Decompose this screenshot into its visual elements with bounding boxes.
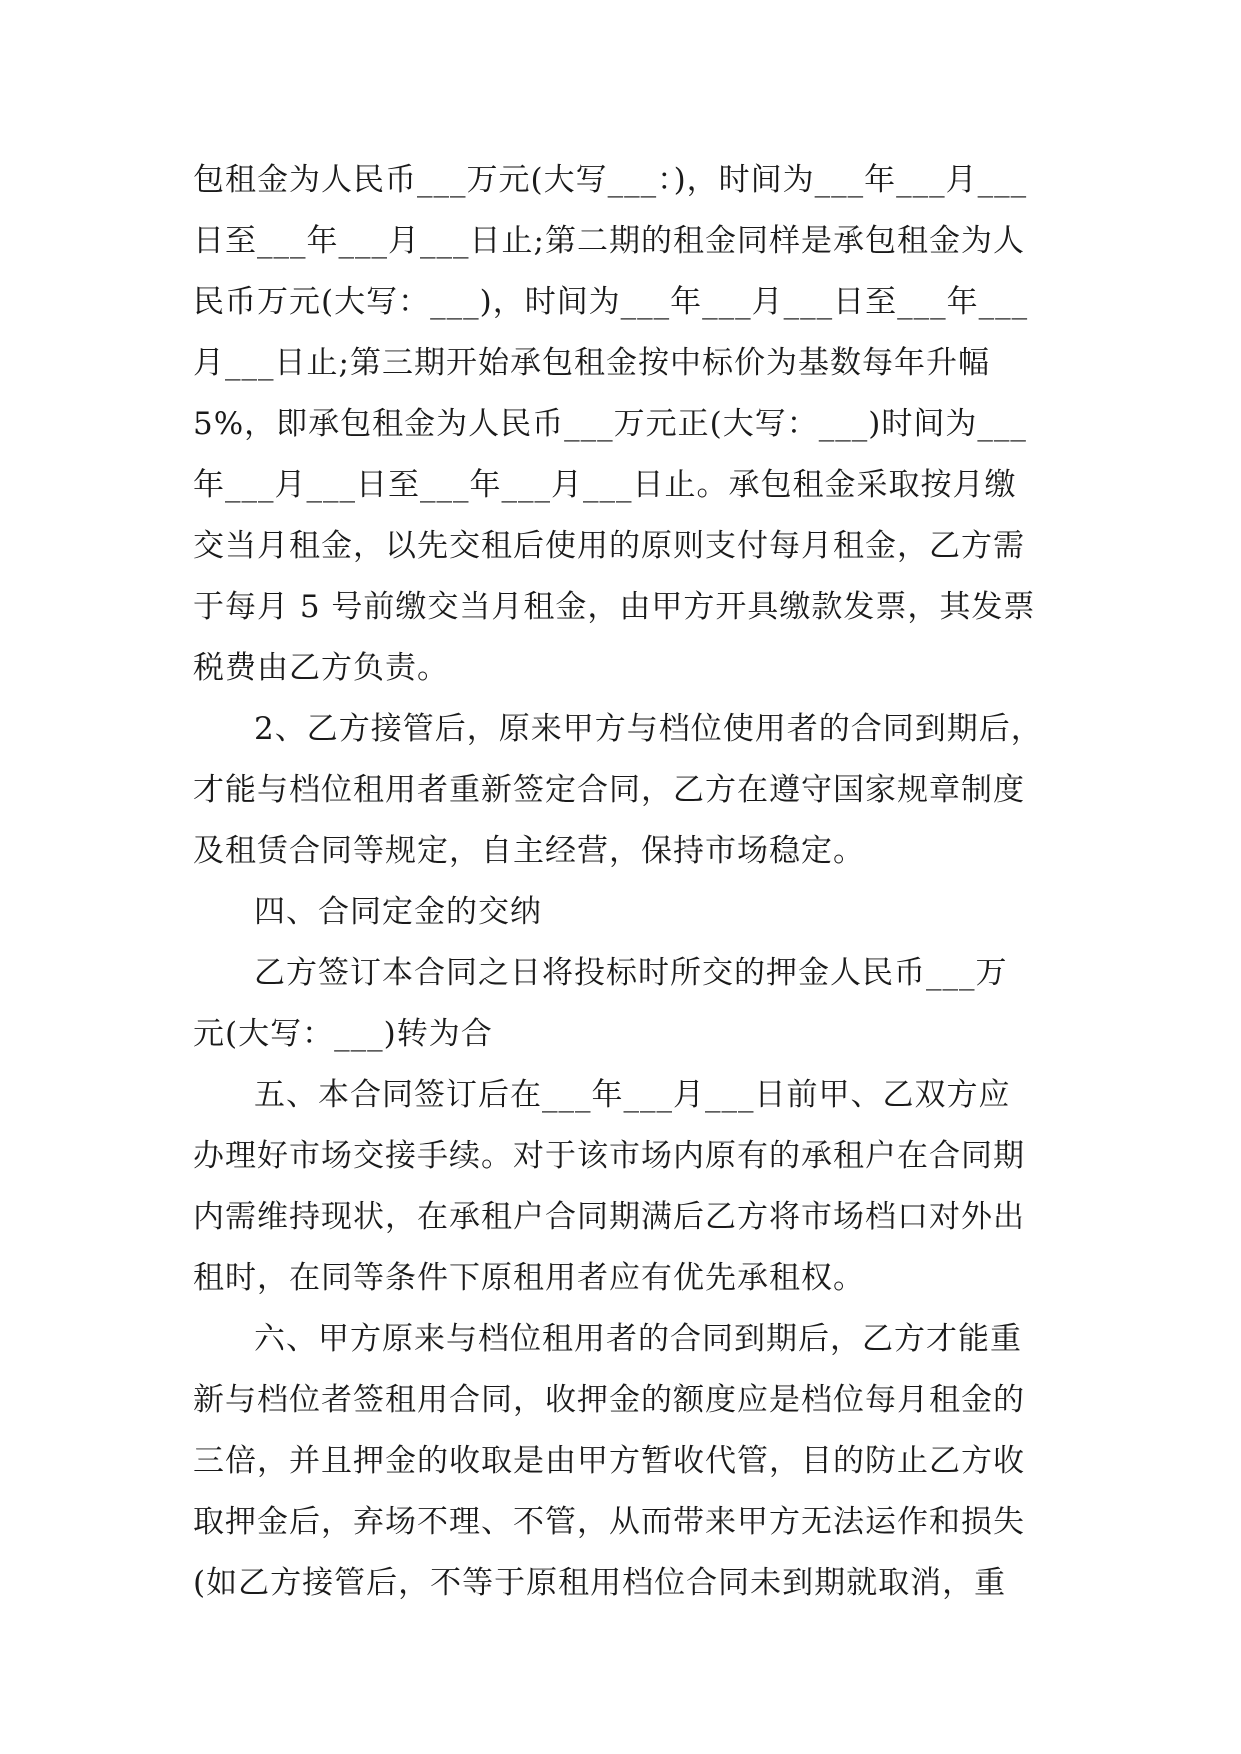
text-line: 日至___年___月___日止;第二期的租金同样是承包租金为人: [193, 223, 1025, 259]
text-line: 于每月 5 号前缴交当月租金，由甲方开具缴款发票，其发票: [193, 589, 1036, 625]
section-heading: 四、合同定金的交纳: [254, 894, 542, 930]
text-line: 民币万元(大写：___)，时间为___年___月___日至___年___: [193, 284, 1029, 320]
text-line: (如乙方接管后，不等于原租用档位合同未到期就取消，重: [193, 1565, 1007, 1601]
paragraph-start-line: 五、本合同签订后在___年___月___日前甲、乙双方应: [254, 1077, 1011, 1113]
paragraph-start-line: 2、乙方接管后，原来甲方与档位使用者的合同到期后，: [254, 711, 1043, 747]
text-line: 元(大写：___)转为合: [193, 1016, 493, 1052]
text-line: 新与档位者签租用合同，收押金的额度应是档位每月租金的: [193, 1382, 1025, 1418]
text-line: 年___月___日至___年___月___日止。承包租金采取按月缴: [193, 467, 1017, 503]
text-line: 取押金后，弃场不理、不管，从而带来甲方无法运作和损失: [193, 1504, 1025, 1540]
document-body: [193, 150, 1053, 1614]
text-line: 才能与档位租用者重新签定合同，乙方在遵守国家规章制度: [193, 772, 1025, 808]
text-line: 办理好市场交接手续。对于该市场内原有的承租户在合同期: [193, 1138, 1025, 1174]
paragraph-start-line: 乙方签订本合同之日将投标时所交的押金人民币___万: [254, 955, 1008, 991]
text-line: 包租金为人民币___万元(大写___：)，时间为___年___月___: [193, 162, 1028, 198]
text-line: 租时，在同等条件下原租用者应有优先承租权。: [193, 1260, 865, 1296]
text-line: 及租赁合同等规定，自主经营，保持市场稳定。: [193, 833, 865, 869]
text-line: 月___日止;第三期开始承包租金按中标价为基数每年升幅: [193, 345, 990, 381]
text-line: 内需维持现状，在承租户合同期满后乙方将市场档口对外出: [193, 1199, 1025, 1235]
paragraph-start-line: 六、甲方原来与档位租用者的合同到期后，乙方才能重: [254, 1321, 1022, 1357]
text-line: 5%，即承包租金为人民币___万元正(大写：___)时间为___: [193, 406, 1027, 442]
text-line: 税费由乙方负责。: [193, 650, 449, 686]
text-line: 交当月租金，以先交租后使用的原则支付每月租金，乙方需: [193, 528, 1025, 564]
text-line: 三倍，并且押金的收取是由甲方暂收代管，目的防止乙方收: [193, 1443, 1025, 1479]
